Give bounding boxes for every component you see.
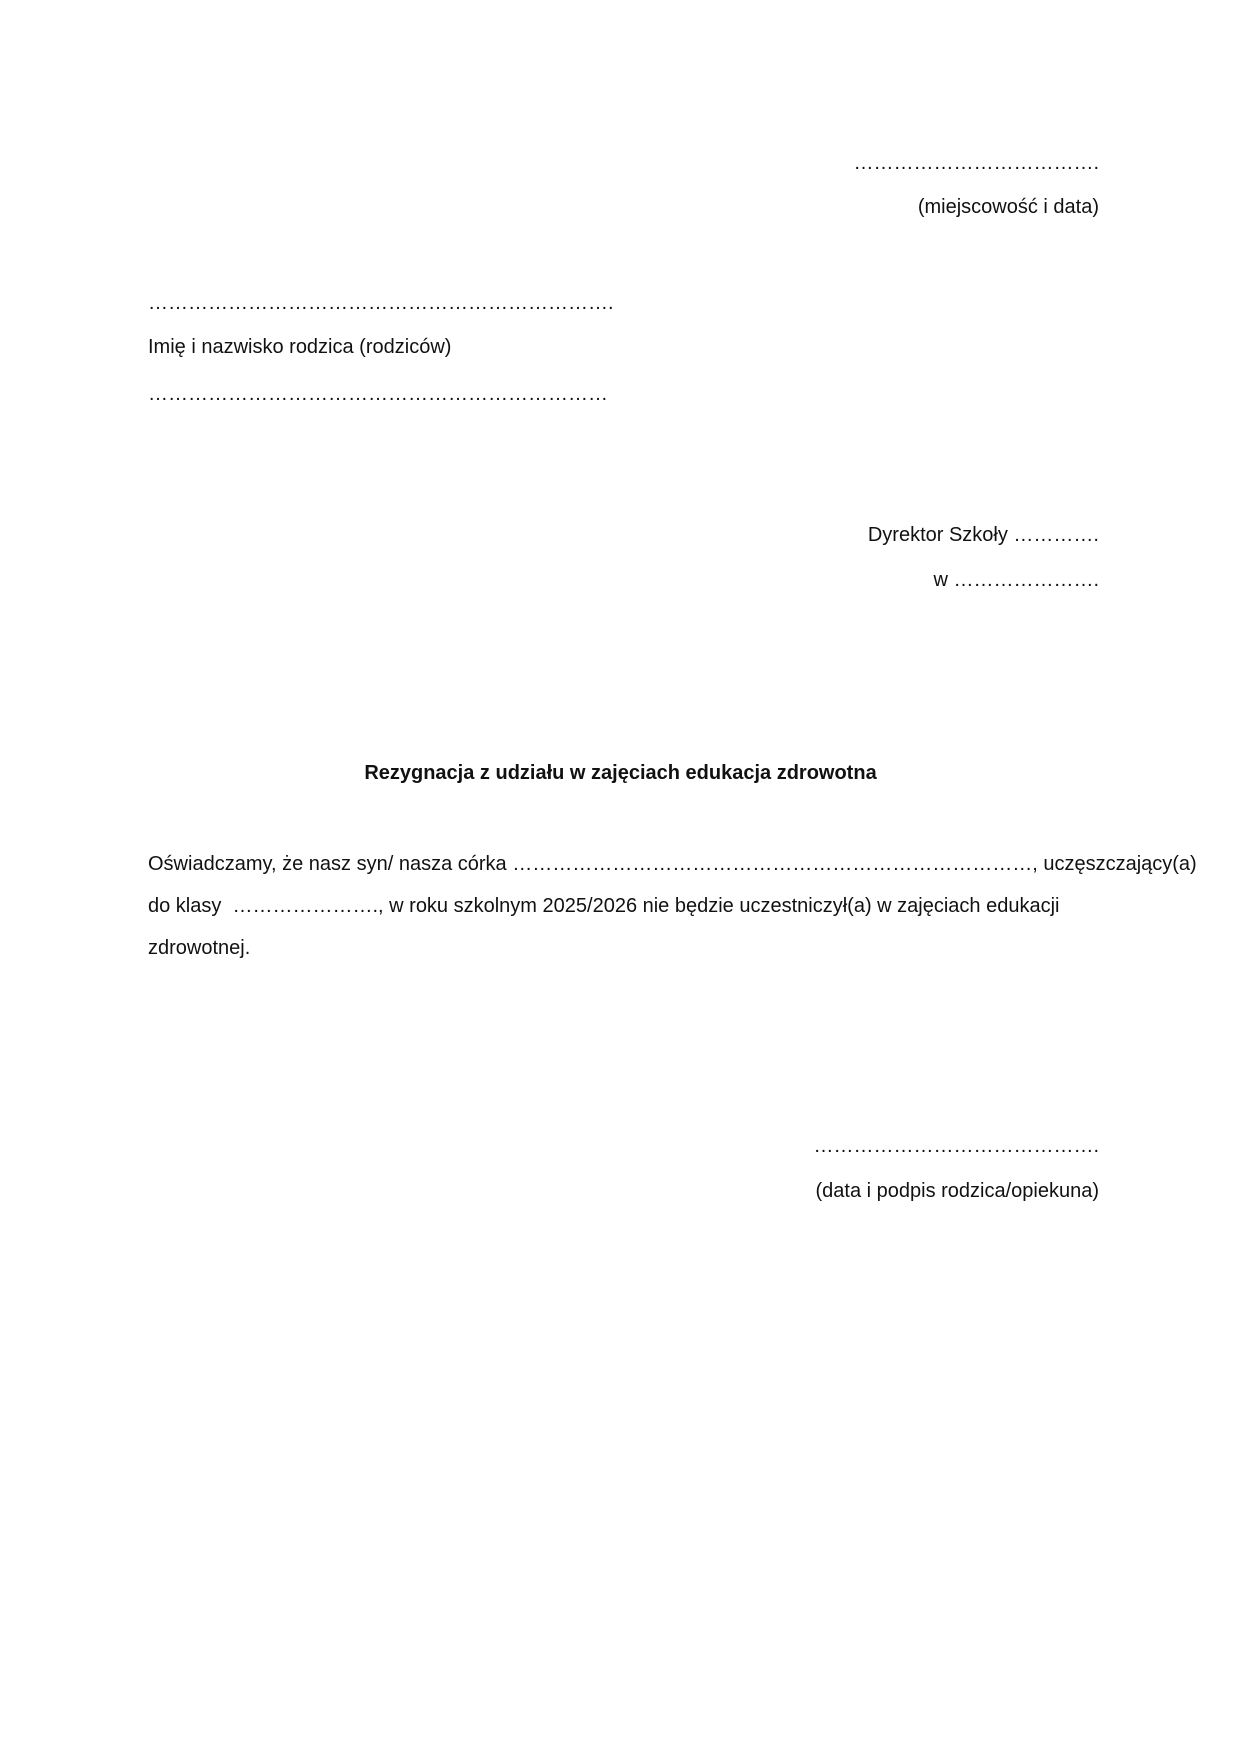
parent-name-dots-1: ……………………………………………………………. — [148, 292, 614, 314]
signature-dots: ……………………………………. — [813, 1135, 1099, 1157]
signature-label: (data i podpis rodzica/opiekuna) — [815, 1180, 1099, 1202]
director-in-line: w …………………. — [933, 569, 1099, 591]
body-line-2: do klasy …………………., w roku szkolnym 2025/2026 nie będzie uczestniczył(a) w zajęciach edukacji — [148, 895, 1060, 917]
place-date-label: (miejscowość i data) — [917, 196, 1099, 218]
parent-name-dots-2: …………………………………………………………… — [148, 383, 608, 405]
body-line-1: Oświadczamy, że nasz syn/ nasza córka ……………………………………………………………………, uczęszczający(a) — [148, 853, 1197, 875]
place-date-dots: ………………………………. — [853, 152, 1099, 174]
document-title: Rezygnacja z udziału w zajęciach edukacja zdrowotna — [364, 762, 877, 784]
body-line-3: zdrowotnej. — [148, 937, 251, 959]
parent-name-label: Imię i nazwisko rodzica (rodziców) — [148, 336, 452, 358]
director-line: Dyrektor Szkoły …………. — [867, 524, 1099, 546]
